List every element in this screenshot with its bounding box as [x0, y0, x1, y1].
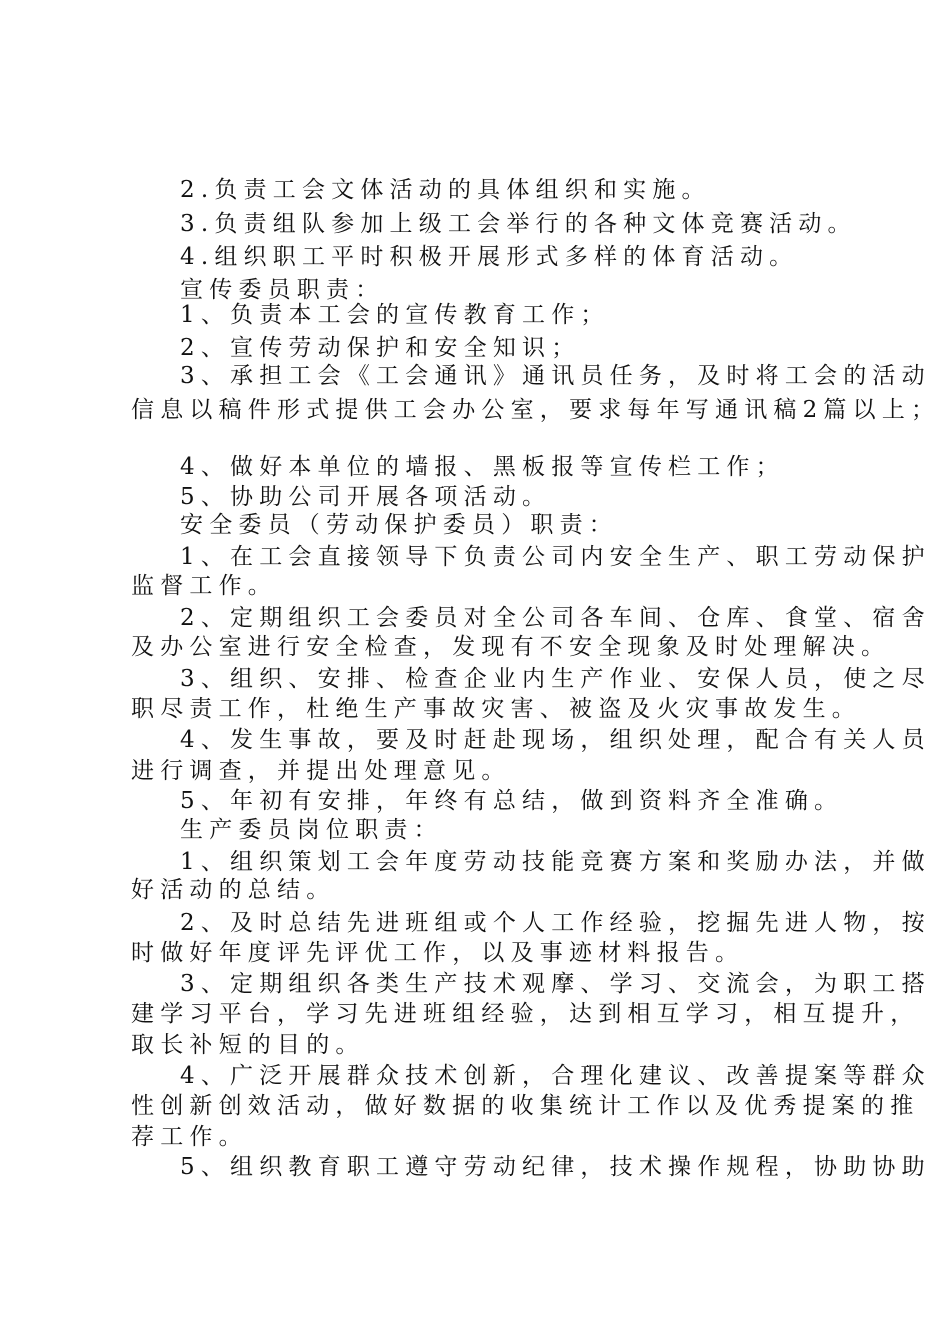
- text-line: 1、组织策划工会年度劳动技能竞赛方案和奖励办法，并做: [180, 849, 931, 875]
- text-line: 取长补短的目的。: [131, 1032, 365, 1058]
- text-line: 荐工作。: [131, 1124, 248, 1150]
- text-line: 性创新创效活动，做好数据的收集统计工作以及优秀提案的推: [131, 1093, 920, 1119]
- text-line: 2、宣传劳动保护和安全知识；: [180, 335, 581, 361]
- section-heading: 生产委员岗位职责：: [180, 817, 443, 843]
- text-line: 建学习平台，学习先进班组经验，达到相互学习，相互提升，: [131, 1001, 920, 1027]
- text-line: 2.负责工会文体活动的具体组织和实施。: [180, 177, 711, 203]
- section-heading: 安全委员（劳动保护委员）职责：: [180, 512, 618, 538]
- text-line: 时做好年度评先评优工作，以及事迹材料报告。: [131, 940, 745, 966]
- text-line: 及办公室进行安全检查，发现有不安全现象及时处理解决。: [131, 634, 891, 660]
- text-line: 进行调查，并提出处理意见。: [131, 758, 511, 784]
- text-line: 3、承担工会《工会通讯》通讯员任务，及时将工会的活动: [180, 363, 931, 389]
- text-line: 2、定期组织工会委员对全公司各车间、仓库、食堂、宿舍: [180, 605, 931, 631]
- text-line: 监督工作。: [131, 573, 277, 599]
- text-line: 1、负责本工会的宣传教育工作；: [180, 302, 610, 328]
- text-line: 4.组织职工平时积极开展形式多样的体育活动。: [180, 244, 799, 270]
- text-line: 4、做好本单位的墙报、黑板报等宣传栏工作；: [180, 454, 785, 480]
- text-line: 2、及时总结先进班组或个人工作经验，挖掘先进人物，按: [180, 910, 931, 936]
- text-line: 5、协助公司开展各项活动。: [180, 484, 552, 510]
- text-line: 3、定期组织各类生产技术观摩、学习、交流会，为职工搭: [180, 971, 931, 997]
- text-line: 好活动的总结。: [131, 877, 336, 903]
- text-line: 5、组织教育职工遵守劳动纪律，技术操作规程，协助协助: [180, 1154, 931, 1180]
- section-heading: 宣传委员职责：: [180, 277, 385, 303]
- text-line: 3.负责组队参加上级工会举行的各种文体竞赛活动。: [180, 211, 857, 237]
- text-line: 信息以稿件形式提供工会办公室，要求每年写通讯稿2篇以上；: [131, 397, 941, 423]
- text-line: 4、广泛开展群众技术创新，合理化建议、改善提案等群众: [180, 1063, 931, 1089]
- text-line: 1、在工会直接领导下负责公司内安全生产、职工劳动保护: [180, 544, 931, 570]
- text-line: 职尽责工作，杜绝生产事故灾害、被盗及火灾事故发生。: [131, 696, 861, 722]
- text-line: 5、年初有安排，年终有总结，做到资料齐全准确。: [180, 788, 844, 814]
- text-line: 4、发生事故，要及时赶赴现场，组织处理，配合有关人员: [180, 727, 931, 753]
- text-line: 3、组织、安排、检查企业内生产作业、安保人员，使之尽: [180, 666, 931, 692]
